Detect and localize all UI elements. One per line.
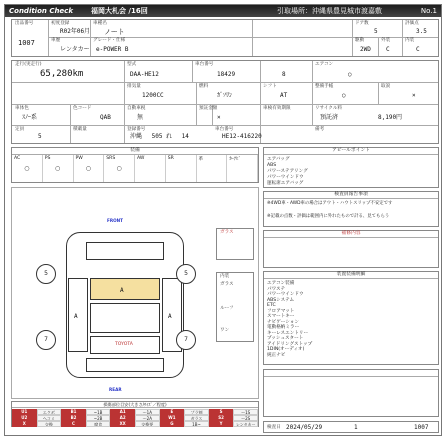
legend-cell: C (61, 421, 86, 427)
equipment-header: PS (44, 156, 51, 161)
legend-cell: E (160, 409, 185, 415)
equipment2-item: ETC (267, 303, 276, 308)
interior-item-1: ルーフ (220, 306, 234, 311)
usage-value: レンタカー (60, 46, 90, 53)
equipment2-item: 純正ナビ (267, 352, 286, 358)
right-side-grade: A (168, 313, 172, 320)
inspector-block (263, 191, 439, 227)
ac-value: ○ (348, 71, 352, 78)
equipment-block (11, 147, 259, 183)
equipment-cell (104, 155, 135, 182)
equipment2-item: アイドリングストップ (267, 341, 313, 347)
legend-cell: 1B~ (184, 421, 209, 427)
mileage-label: 走行(実走行) (15, 62, 42, 67)
colorcode-value: QAB (100, 114, 111, 121)
model-label: 型式 (127, 62, 137, 67)
load-label: 積載量 (73, 127, 87, 132)
legend-cell: ~2B (86, 415, 111, 421)
interior-item-0: ガラス (220, 282, 234, 287)
equipment2-item: キーレスエントリー (267, 330, 309, 336)
equipment-header: SR (167, 156, 174, 161)
header-location: 引取場所：沖縄県豊見城市渡嘉敷 (277, 7, 382, 15)
reg-value: R02年06月 (60, 28, 91, 35)
gradename-value: e-POWER B (96, 46, 129, 53)
legend-cell: U2 (12, 415, 37, 421)
footer-date-label: 検査日 (267, 425, 281, 430)
inspector-line2: ※記載の点数・評価は範囲内に外れたもので計る、見てもらう (267, 214, 390, 219)
equipment-value: ○ (85, 165, 91, 172)
equipment-header: AW (137, 156, 145, 161)
recycle-value: 8,190円 (378, 114, 403, 121)
repair-title: 補修内容 (264, 231, 438, 238)
roof-area (90, 303, 160, 333)
model-value: DAA-HE12 (130, 71, 159, 78)
appeal-block (263, 147, 439, 188)
footer-date: 2024/05/29 (286, 424, 323, 431)
equipment-title: 装備 (12, 148, 258, 155)
extra-notes-title (264, 370, 438, 377)
legend-cell: エクボ (37, 409, 62, 415)
equipment-cell (43, 155, 74, 182)
legend-cell: W1 (160, 415, 185, 421)
recycle-label: リサイクル料 (315, 106, 342, 111)
glass-label: ガラス (220, 230, 234, 235)
legend-cell: 交換 (37, 421, 62, 427)
appeal-item: パワーステアリング (267, 169, 308, 175)
equipment-cell (197, 155, 228, 182)
trunk-area (86, 358, 164, 372)
inspector-line1: ※4WD車・AWD車の場合はアウト・ハウトスリップ不安定です (267, 201, 393, 206)
int-label: 内装 (405, 38, 415, 43)
equipment-header: SRS (106, 156, 116, 161)
legend-cell: プラ割 (184, 409, 209, 415)
equipment-header: AC (14, 156, 21, 161)
drive-label: 駆動 (355, 38, 365, 43)
frame-label: 車台番号 (215, 127, 234, 132)
usage-label: 車歴 (51, 38, 61, 43)
cc-value: 1200CC (142, 92, 164, 99)
exhibit-no: 1007 (18, 39, 35, 47)
grade-value: 3.5 (416, 28, 427, 35)
equipment2-list (267, 281, 312, 358)
windshield-area (90, 278, 160, 300)
legend-cell: U1 (12, 409, 37, 415)
repair-block (263, 230, 439, 268)
footer-block (263, 421, 439, 433)
equipment2-item: パワステ (267, 286, 286, 292)
legend-cell: B2 (61, 415, 86, 421)
tire-front-right: 5 (176, 264, 196, 284)
mileage-value: 65,280km (40, 69, 84, 79)
legend-cell: Y (209, 421, 234, 427)
equipment2-item: フロアマット (267, 308, 295, 314)
legend-cell: A1 (110, 409, 135, 415)
notes-label: 備考 (315, 127, 325, 132)
chassis-label: 車台番号 (195, 62, 214, 67)
damage-legend (11, 401, 259, 427)
inspect-label: 車検有効期限 (263, 106, 291, 111)
equipment-header: PW (75, 156, 83, 161)
doors-value: 5 (374, 28, 378, 35)
equipment-header: 革 (198, 157, 204, 162)
tire-front-left: 5 (36, 264, 56, 284)
grade-label: 評価点 (405, 21, 419, 26)
bonnet-area (86, 242, 164, 260)
equipment-cell (74, 155, 105, 182)
appeal-title: アピールポイント (264, 148, 438, 155)
equipment-value: ○ (24, 165, 30, 172)
equipment2-item: プッシュスタート (267, 336, 304, 341)
fuel-value: ｶﾞｿﾘﾝ (217, 92, 233, 99)
doors-label: ドア数 (355, 21, 369, 26)
rear-label: REAR (109, 387, 122, 392)
tax-fee-value: × (217, 114, 221, 121)
drive-value: 2WD (360, 46, 371, 53)
capacity-label: 定員 (15, 127, 25, 132)
spec-block (11, 60, 439, 144)
equipment2-block (263, 271, 439, 365)
chassis-value: 18429 (217, 71, 236, 78)
legend-cell: ~1B (86, 409, 111, 415)
legend-cell: ガラス (184, 415, 209, 421)
equipment2-item: ナビゲーション (267, 319, 299, 325)
legend-cell: ～2S (233, 415, 258, 421)
mission-label: シフト (263, 84, 277, 89)
manual-label: 取説 (381, 84, 391, 89)
left-side-area (68, 278, 88, 352)
maint-label: 整備手帳 (315, 84, 334, 89)
tax-label: 自動車税 (127, 106, 146, 111)
gradename-label: グレード・仕様 (93, 38, 126, 43)
fuel-label: 燃料 (199, 84, 209, 89)
equipment-cell (12, 155, 43, 182)
equipment-value: ○ (116, 165, 122, 172)
colorcode-label: 色コード (73, 106, 92, 111)
vehicle-info-block (11, 19, 439, 57)
interior-title: 内装 (220, 274, 230, 279)
chassis-suffix: 8 (282, 71, 286, 78)
appeal-item: エアバッグ (267, 157, 290, 162)
color-label: 車体色 (15, 106, 29, 111)
header-page: No.1 (420, 7, 437, 15)
equipment-cell (166, 155, 197, 182)
glass-box (216, 228, 254, 260)
legend-title: 損傷部位目安(大きさ/ｻｲｽﾞ／程度) (12, 402, 258, 408)
ext-value: C (386, 46, 390, 53)
plate-value: 沖縄 505 れ 14 (130, 133, 189, 140)
equipment2-item: 電動格納ミラー (267, 325, 300, 330)
appeal-item: ABS (267, 163, 277, 169)
equipment-header: ｶｰﾅﾋﾞ (229, 157, 241, 162)
legend-cell: S2 (209, 415, 234, 421)
damage-diagram (11, 187, 259, 399)
interior-box (216, 272, 254, 342)
legend-cell: XX (110, 421, 135, 427)
appeal-list (267, 157, 308, 187)
equipment2-item: スマートキー (267, 314, 295, 319)
legend-cell: B1 (61, 409, 86, 415)
legend-cell: ヘコミ (37, 415, 62, 421)
front-label: FRONT (107, 218, 124, 223)
header-brand: Condition Check (9, 7, 73, 15)
interior-item-2: ワン (220, 328, 230, 333)
equipment2-item: パワーウインドウ (267, 292, 304, 297)
mission-value: AT (280, 92, 288, 99)
legend-cell: 交換要 (135, 421, 160, 427)
appeal-item: 運転席エアバッグ (267, 181, 304, 187)
footer-lot: 1007 (414, 424, 429, 431)
equipment2-title: 装置装備明細 (264, 272, 438, 279)
legend-cell: ～2A (135, 415, 160, 421)
tire-rear-right: 7 (176, 330, 196, 350)
vehicle-label: 車種名 (93, 21, 107, 26)
sheet-header (5, 5, 441, 17)
exhibit-no-label: 出品番号 (15, 21, 34, 26)
header-title: 福岡大札会 /16回 (91, 7, 148, 15)
extra-notes-block (263, 369, 439, 417)
legend-cell: A2 (110, 415, 135, 421)
ext-label: 外装 (381, 38, 391, 43)
left-side-grade: A (74, 313, 78, 320)
legend-cell: レンタカー (233, 421, 258, 427)
inspector-title: 検査員報告事項 (264, 192, 438, 199)
maint-value: ○ (342, 92, 346, 99)
equipment2-item: エアコン装備 (267, 281, 295, 286)
equipment-cell (227, 155, 258, 182)
frame-value: HE12-416220 (222, 133, 262, 140)
legend-cell: X (12, 421, 37, 427)
legend-cell: 腐食 (86, 421, 111, 427)
equipment2-item: 1DIN(オーディオ) (267, 347, 305, 352)
capacity-value: 5 (38, 133, 42, 140)
appeal-item: パワーウインドウ (267, 175, 304, 181)
legend-cell: S (209, 409, 234, 415)
recycle-prefix: 預託済 (320, 114, 339, 121)
cc-label: 排気量 (127, 84, 141, 89)
equipment-value: ○ (55, 165, 61, 172)
manual-value: × (412, 92, 416, 99)
windshield-grade: A (120, 287, 124, 294)
equipment2-item: ABSシステム (267, 297, 295, 303)
int-value: C (416, 46, 420, 53)
ac-label: エアコン (315, 62, 334, 67)
tail-marker: TOYOTA (115, 342, 133, 347)
tax-value: 無 (137, 114, 144, 121)
legend-cell: ～1A (135, 409, 160, 415)
footer-num: 1 (354, 424, 358, 431)
condition-sheet (4, 4, 442, 436)
legend-cell: G (160, 421, 185, 427)
tire-rear-left: 7 (36, 330, 56, 350)
tax-fee-label: 預託金額 (199, 106, 218, 111)
reg-label: 初度登録 (51, 21, 70, 26)
vehicle-name: ノート (104, 28, 125, 36)
color-value: ｽﾉｰ系 (22, 114, 38, 121)
equipment-cell (135, 155, 166, 182)
legend-cell: ～1S (233, 409, 258, 415)
plate-label: 登録番号 (127, 127, 146, 132)
